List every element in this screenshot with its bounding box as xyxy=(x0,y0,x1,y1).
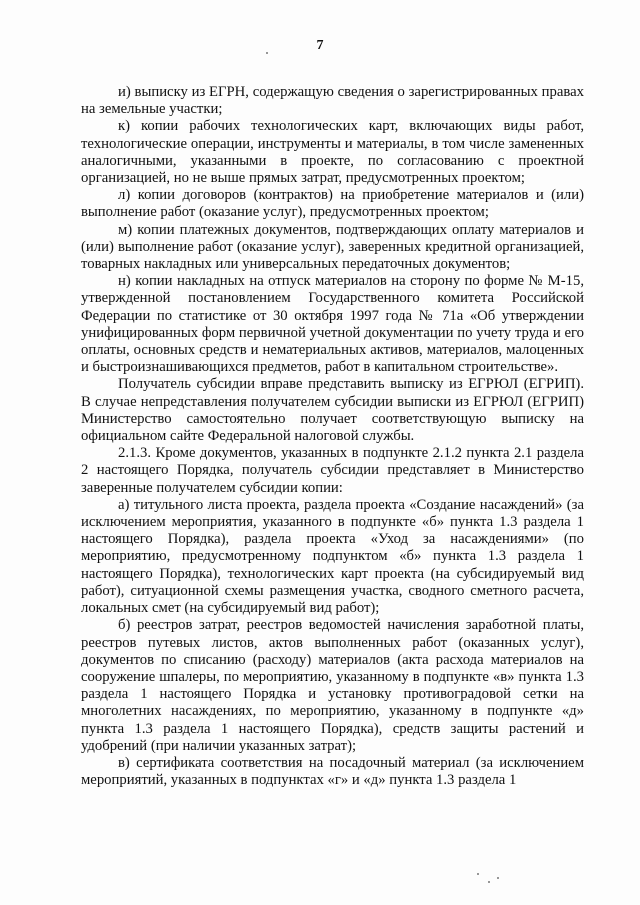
paragraph-egrul-note: Получатель субсидии вправе представить выписку из ЕГРЮЛ (ЕГРИП). В случае непредставления получателем субсидии выписки из ЕГРЮЛ (ЕГРИП) Министерство самостоятельно получает соответствующую выписку на официальном сайте Федеральной налоговой службы. xyxy=(81,376,584,445)
paragraph-item-a: а) титульного листа проекта, раздела проекта «Создание насаждений» (за исключением мероприятия, указанного в подпункте «б» пункта 1.3 раздела 1 настоящего Порядка), раздела проекта «Уход за насаждениями» (по мероприятию, предусмотренному подпунктом «б» пункта 1.3 раздела 1 настоящего Порядка), технологических карт проекта (на субсидируемый вид работ), ситуационной схемы размещения участка, сводного сметного расчета, локальных смет (на субсидируемый вид работ); xyxy=(81,496,584,617)
paragraph-item-n: н) копии накладных на отпуск материалов на сторону по форме № М-15, утвержденной постановлением Государственного комитета Российской Федерации по статистике от 30 октября 1997 года № 71а «Об утверждении унифицированных форм первичной учетной документации по учету труда и его оплаты, основных средств и нематериальных активов, материалов, малоценных и быстроизнашивающихся предметов, работ в капитальном строительстве». xyxy=(81,273,584,376)
scan-speck xyxy=(497,877,499,879)
paragraph-item-i: и) выписку из ЕГРН, содержащую сведения о зарегистрированных правах на земельные участки; xyxy=(81,84,584,118)
scan-speck xyxy=(477,873,479,875)
paragraph-item-m: м) копии платежных документов, подтверждающих оплату материалов и (или) выполнение работ (оказание услуг), заверенных кредитной организацией, товарных накладных или универсальных передаточных документов; xyxy=(81,221,584,273)
paragraph-item-b: б) реестров затрат, реестров ведомостей начисления заработной платы, реестров путевых листов, актов выполненных работ (оказанных услуг), документов по списанию (расходу) материалов (акта расхода материалов на сооружение шпалеры, по мероприятию, указанному в подпункте «в» пункта 1.3 раздела 1 настоящего Порядка и установку противоградовой сетки на многолетних насаждениях, по мероприятию, указанному в подпункте «д» пункта 1.3 раздела 1 настоящего Порядка), средств защиты растений и удобрений (при наличии указанных затрат); xyxy=(81,617,584,754)
paragraph-item-v: в) сертификата соответствия на посадочный материал (за исключением мероприятий, указанных в подпунктах «г» и «д» пункта 1.3 раздела 1 xyxy=(81,754,584,789)
page-number: 7 xyxy=(316,38,324,53)
scan-speck xyxy=(488,881,490,883)
document-body xyxy=(81,84,584,789)
paragraph-item-l: л) копии договоров (контрактов) на приобретение материалов и (или) выполнение работ (оказание услуг), предусмотренных проектом; xyxy=(81,187,584,221)
paragraph-clause-2-1-3: 2.1.3. Кроме документов, указанных в подпункте 2.1.2 пункта 2.1 раздела 2 настоящего Порядка, получатель субсидии представляет в Министерство заверенные получателем субсидии копии: xyxy=(81,445,584,496)
paragraph-item-k: к) копии рабочих технологических карт, включающих виды работ, технологические операции, инструменты и материалы, в том числе замененных аналогичными, указанными в проекте, по согласованию с проектной организацией, но не выше прямых затрат, предусмотренных проектом; xyxy=(81,118,584,187)
scan-speck xyxy=(266,52,268,54)
